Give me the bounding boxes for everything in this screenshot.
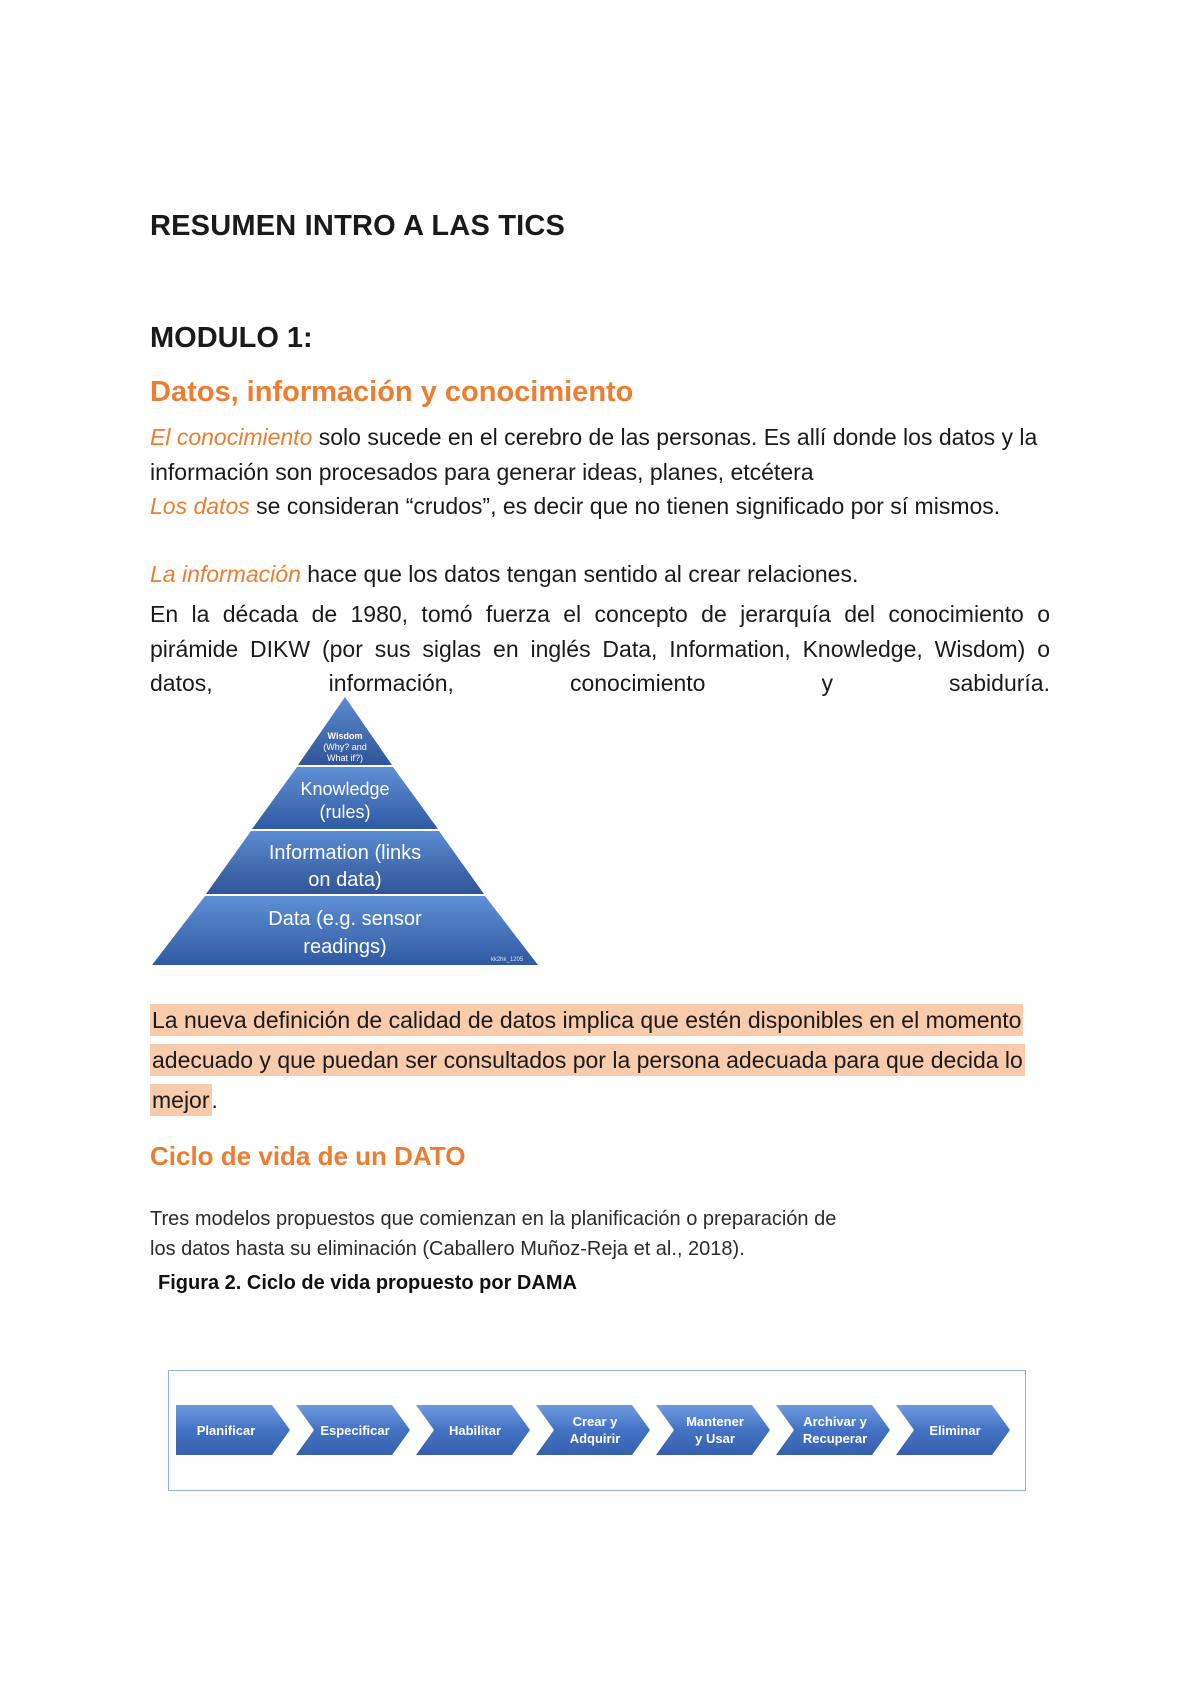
paragraph-dikw-text: En la década de 1980, tomó fuerza el concepto de jerarquía del conocimiento o pirámide DIKW (por sus siglas en inglés Data, Information, Knowledge, xyxy=(150,601,1050,662)
pyramid-wisdom-line-1: Wisdom xyxy=(327,731,363,741)
pyramid-data-line-1: Data (e.g. sensor xyxy=(268,908,422,930)
term-data: Los datos xyxy=(150,493,250,519)
pyramid-wisdom-line-3: What if?) xyxy=(326,753,364,763)
highlighted-tail: . xyxy=(211,1087,218,1113)
term-knowledge: El conocimiento xyxy=(150,424,313,450)
document-title: RESUMEN INTRO A LAS TICS xyxy=(150,210,566,242)
lifecycle-flow-diagram xyxy=(168,1370,1026,1491)
paragraph-data-text: se consideran “crudos”, es decir que no tienen significado por sí mismos. xyxy=(249,493,1001,519)
lifecycle-step-label: Recuperar xyxy=(802,1431,868,1446)
lifecycle-intro xyxy=(150,1204,950,1264)
lifecycle-step-label: Crear y xyxy=(572,1414,618,1429)
lifecycle-step-5 xyxy=(656,1405,770,1455)
paragraph-knowledge-text: solo sucede en el cerebro de las personas. Es allí donde los datos y la información son procesados para generar ideas, planes, etcétera xyxy=(150,424,1038,485)
lifecycle-step-label: Archivar y xyxy=(803,1414,867,1429)
lifecycle-step-label: Mantener xyxy=(686,1414,744,1429)
paragraph-information xyxy=(150,557,1050,592)
lifecycle-intro-line-1: Tres modelos propuestos que comienzan en la planificación o preparación de xyxy=(150,1208,837,1230)
section-heading: Datos, información y conocimiento xyxy=(150,376,634,408)
paragraph-data xyxy=(150,489,1050,524)
pyramid-knowledge-line-2: (rules) xyxy=(319,802,371,822)
paragraph-knowledge xyxy=(150,420,1050,489)
module-title: MODULO 1: xyxy=(150,322,313,354)
dikw-pyramid-figure xyxy=(150,697,540,965)
lifecycle-step-label: Especificar xyxy=(320,1423,390,1438)
pyramid-watermark: kk2hk_1205 xyxy=(490,957,524,963)
highlighted-text: La nueva definición de calidad de datos implica que estén disponibles en el momento adecuado y que puedan ser consultados por la persona adecuada para que decida lo mejor xyxy=(150,1004,1025,1116)
term-information: La información xyxy=(150,561,301,587)
lifecycle-step-label: Planificar xyxy=(196,1423,256,1438)
pyramid-knowledge-line-1: Knowledge xyxy=(300,779,390,799)
pyramid-information-line-2: on data) xyxy=(308,869,382,891)
lifecycle-step-label: y Usar xyxy=(695,1431,735,1446)
paragraph-information-text: hace que los datos tengan sentido al crear relaciones. xyxy=(300,561,859,587)
lifecycle-step-6 xyxy=(776,1405,890,1455)
highlighted-paragraph xyxy=(150,1000,1030,1120)
figure-caption: Figura 2. Ciclo de vida propuesto por DAMA xyxy=(158,1272,577,1294)
paragraph-dikw xyxy=(150,597,1050,701)
lifecycle-step-label: Habilitar xyxy=(448,1423,502,1438)
lifecycle-step-label: Adquirir xyxy=(569,1431,621,1446)
pyramid-data-line-2: readings) xyxy=(303,936,387,958)
lifecycle-heading: Ciclo de vida de un DATO xyxy=(150,1141,466,1171)
paragraph-dikw-last-line: Wisdom) o datos, información, conocimiento y sabiduría. xyxy=(150,635,1050,696)
lifecycle-intro-line-2: los datos hasta su eliminación (Caballero Muñoz-Reja et al., 2018). xyxy=(150,1238,745,1260)
pyramid-information-line-1: Information (links xyxy=(268,842,422,864)
lifecycle-step-label: Eliminar xyxy=(929,1423,981,1438)
lifecycle-step-4 xyxy=(536,1405,650,1455)
pyramid-wisdom-line-2: (Why? and xyxy=(323,742,367,752)
